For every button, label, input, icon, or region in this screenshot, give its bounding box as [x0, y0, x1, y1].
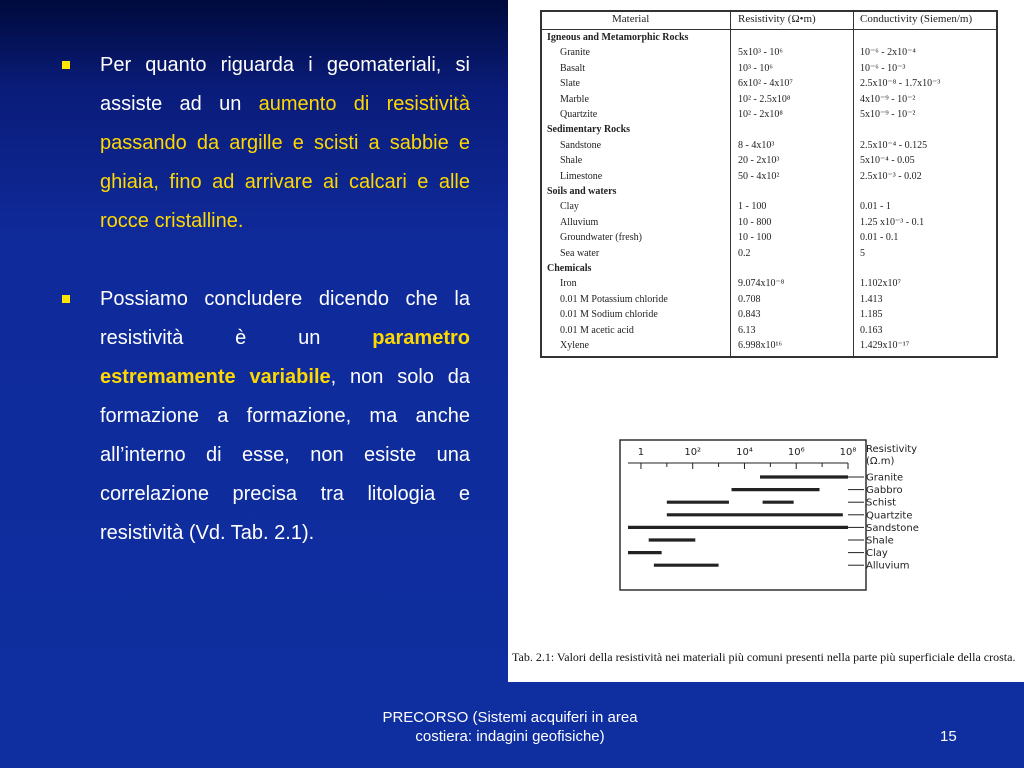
table-row [542, 201, 996, 212]
cell-material: Granite [560, 47, 590, 59]
cell-resistivity: 20 - 2x10³ [738, 155, 780, 167]
table-row [542, 47, 996, 58]
cell-conductivity: 0.163 [860, 324, 883, 336]
cell-conductivity: 1.185 [860, 309, 883, 321]
range-legend [848, 444, 919, 572]
cell-material: Soils and waters [547, 186, 617, 197]
cell-material: Xylene [560, 340, 589, 351]
cell-material: Sedimentary Rocks [547, 124, 631, 136]
bullet-text-after: , non solo da formazione a formazione, ma anche all’interno di esse, non esiste una correlazione precisa tra litologia e resistività (Vd. Tab. 2.1). [100, 366, 470, 544]
table-row [542, 78, 996, 89]
cell-material: Clay [560, 201, 579, 213]
cell-resistivity: 1 - 100 [738, 201, 767, 213]
bullet-list [60, 46, 470, 592]
legend-label: Alluvium [866, 560, 910, 572]
legend-label: Gabbro [866, 485, 903, 497]
cell-conductivity: 10⁻⁶ - 10⁻³ [860, 62, 906, 74]
table-category-row [542, 186, 996, 197]
table-row [542, 155, 996, 166]
bullet-text: Per quanto riguarda i geomateriali, si assiste ad un [100, 54, 470, 115]
cell-material: 0.01 M Sodium chloride [560, 309, 658, 321]
footer-title [340, 708, 680, 746]
legend-title: Resistivity [866, 444, 918, 455]
cell-resistivity: 10 - 100 [738, 232, 772, 244]
range-axis [628, 447, 856, 469]
legend-label: Clay [866, 548, 888, 560]
cell-material: Quartzite [560, 109, 598, 120]
header-material: Material [612, 13, 650, 25]
table-row [542, 140, 996, 151]
table-row [542, 171, 996, 182]
cell-conductivity: 2.5x10⁻⁴ - 0.125 [860, 139, 928, 151]
cell-material: Groundwater (fresh) [560, 232, 642, 244]
cell-material: Slate [560, 78, 580, 90]
cell-material: Marble [560, 93, 589, 105]
cell-resistivity: 0.2 [738, 247, 751, 259]
bullet-text: Possiamo concludere dicendo che la resistività è un [100, 288, 470, 349]
axis-label: 10² [684, 447, 702, 458]
footer-line-1: PRECORSO (Sistemi acquiferi in area [382, 709, 638, 726]
cell-conductivity: 5x10⁻⁴ - 0.05 [860, 155, 915, 167]
table-category-row [542, 124, 996, 135]
table-row [542, 309, 996, 320]
cell-conductivity: 5 [860, 247, 865, 259]
legend-label: Schist [866, 497, 897, 509]
cell-conductivity: 2.5x10⁻⁸ - 1.7x10⁻³ [860, 78, 941, 90]
table-category-row [542, 32, 996, 43]
cell-conductivity: 4x10⁻⁹ - 10⁻² [860, 93, 916, 105]
table-category-row [542, 263, 996, 274]
page-number: 15 [940, 728, 957, 745]
table-row [542, 232, 996, 243]
resistivity-table [540, 10, 998, 358]
axis-label: 1 [637, 447, 645, 458]
cell-conductivity: 0.01 - 1 [860, 201, 891, 213]
bullet-item-2 [60, 280, 470, 553]
bullet-highlight-bold: parametro estremamente variabile [100, 327, 470, 388]
legend-label: Shale [866, 535, 894, 547]
cell-conductivity: 1.25 x10⁻³ - 0.1 [860, 216, 925, 228]
resistivity-range-chart [608, 438, 1008, 618]
table-row [542, 94, 996, 105]
cell-resistivity: 10² - 2.5x10⁸ [738, 93, 791, 105]
cell-material: Iron [560, 278, 577, 290]
cell-conductivity: 1.102x10⁷ [860, 278, 901, 290]
cell-resistivity: 6.13 [738, 324, 756, 336]
table-row [542, 278, 996, 289]
axis-label: 10⁴ [736, 447, 753, 458]
table-row [542, 109, 996, 120]
cell-resistivity: 9.074x10⁻⁸ [738, 278, 785, 290]
cell-material: Alluvium [560, 216, 599, 228]
cell-resistivity: 10³ - 10⁶ [738, 62, 773, 74]
table-row [542, 248, 996, 259]
bullet-marker-icon [62, 295, 70, 303]
legend-title: (Ω.m) [866, 456, 895, 467]
footer-line-2: costiera: indagini geofisiche) [415, 728, 605, 745]
legend-label: Granite [866, 472, 904, 484]
cell-conductivity: 5x10⁻⁹ - 10⁻² [860, 109, 916, 120]
header-resistivity: Resistivity (Ω•m) [738, 13, 816, 25]
cell-conductivity: 10⁻⁶ - 2x10⁻⁴ [860, 47, 916, 59]
cell-resistivity: 0.708 [738, 293, 761, 305]
cell-resistivity: 50 - 4x10² [738, 170, 780, 182]
table-row [542, 217, 996, 228]
cell-material: Igneous and Metamorphic Rocks [547, 32, 689, 43]
range-bars [628, 477, 848, 565]
table-row [542, 340, 996, 351]
legend-label: Sandstone [866, 522, 919, 534]
cell-material: Basalt [560, 62, 585, 74]
table-row [542, 63, 996, 74]
legend-label: Quartzite [866, 510, 913, 522]
cell-resistivity: 6.998x10¹⁶ [738, 340, 782, 351]
cell-material: Limestone [560, 170, 603, 182]
bullet-item-1 [60, 46, 470, 241]
axis-label: 10⁸ [839, 447, 857, 458]
cell-material: Sandstone [560, 139, 602, 151]
cell-resistivity: 10 - 800 [738, 216, 772, 228]
axis-label: 10⁶ [787, 447, 805, 458]
figure-panel [508, 0, 1024, 682]
table-row [542, 325, 996, 336]
cell-resistivity: 10² - 2x10⁸ [738, 109, 783, 120]
cell-conductivity: 2.5x10⁻³ - 0.02 [860, 170, 922, 182]
cell-resistivity: 0.843 [738, 309, 761, 321]
cell-conductivity: 0.01 - 0.1 [860, 232, 899, 244]
cell-conductivity: 1.429x10⁻¹⁷ [860, 340, 910, 351]
header-conductivity: Conductivity (Siemen/m) [860, 13, 973, 25]
cell-conductivity: 1.413 [860, 293, 883, 305]
cell-resistivity: 8 - 4x10³ [738, 139, 775, 151]
cell-material: Sea water [560, 247, 600, 259]
bullet-highlight: aumento di resistività passando da argille e scisti a sabbie e ghiaia, fino ad arrivare ai calcari e alle rocce cristalline. [100, 93, 470, 232]
cell-resistivity: 5x10³ - 10⁶ [738, 47, 783, 59]
cell-material: Shale [560, 155, 583, 167]
cell-material: Chemicals [547, 263, 592, 274]
cell-material: 0.01 M acetic acid [560, 324, 634, 336]
cell-material: 0.01 M Potassium chloride [560, 293, 668, 305]
bullet-marker-icon [62, 61, 70, 69]
cell-resistivity: 6x10² - 4x10⁷ [738, 78, 793, 90]
table-row [542, 294, 996, 305]
table-caption: Tab. 2.1: Valori della resistività nei materiali più comuni presenti nella parte più superficiale della crosta. [512, 650, 1016, 664]
